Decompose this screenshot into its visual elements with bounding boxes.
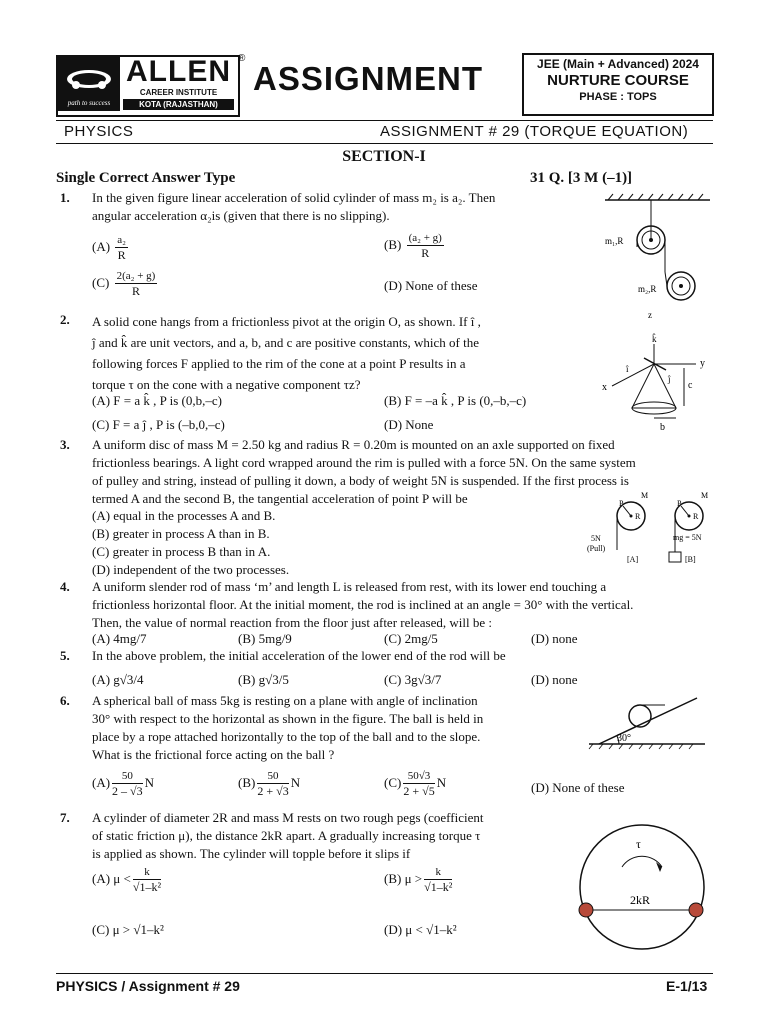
incline-figure	[585, 694, 710, 750]
numerator: k	[424, 866, 452, 880]
option-a[interactable]: (A) equal in the processes A and B.	[92, 508, 276, 523]
question-text	[92, 189, 552, 225]
svg-text:î: î	[626, 364, 629, 374]
option-label: (B)	[238, 774, 256, 790]
option-d[interactable]: (D) none	[531, 672, 578, 687]
question-line: A spherical ball of mass 5kg is resting on a plane with angle of inclination	[92, 693, 478, 708]
question-line: following forces F applied to the rim of the cone at a point P results in a	[92, 356, 466, 371]
svg-text:M: M	[701, 491, 709, 500]
question-number: 2.	[60, 312, 70, 327]
question-text	[92, 692, 562, 764]
course-box	[522, 53, 714, 116]
cone-figure	[596, 306, 716, 434]
option-a[interactable]	[92, 866, 163, 894]
denominator: √1–k²	[424, 880, 453, 894]
answer-type: Single Correct Answer Type	[56, 170, 236, 186]
question-line: ĵ and k̂ are unit vectors, and a, b, and c are positive constants, which of the	[92, 335, 479, 350]
question-number: 1.	[60, 190, 70, 205]
car-logo-icon	[58, 57, 120, 111]
footer-title: PHYSICS / Assignment # 29	[56, 978, 240, 994]
institute-location: KOTA (RAJASTHAN)	[123, 99, 234, 110]
option-c[interactable]	[384, 770, 446, 798]
option-label: (B)	[384, 236, 402, 252]
divider	[56, 143, 713, 144]
fraction	[424, 866, 452, 894]
options	[92, 507, 289, 579]
question-line: of static friction μ), the distance 2kR apart. A gradually increasing torque τ	[92, 828, 481, 843]
svg-text:R: R	[693, 512, 699, 521]
svg-text:5N: 5N	[591, 534, 601, 543]
denominator: R	[117, 248, 126, 262]
fraction	[115, 234, 128, 262]
option-d[interactable]: (D) None	[384, 417, 434, 432]
svg-text:c: c	[688, 380, 693, 391]
option-b[interactable]: (B) greater in process A than in B.	[92, 526, 270, 541]
denominator: R	[421, 246, 430, 260]
pulley-figure	[600, 192, 712, 304]
expression: g√3/5	[258, 672, 289, 687]
divider	[56, 973, 713, 974]
numerator: 50√3	[403, 770, 434, 784]
fraction	[133, 866, 161, 894]
institute-name: CAREER INSTITUTE	[139, 88, 218, 97]
question-line: torque τ on the cone with a negative component τz?	[92, 377, 361, 392]
numerator: (a₂ + g)	[408, 232, 442, 244]
option-c[interactable]: (C) F = a ĵ , P is (–b,0,–c)	[92, 417, 225, 432]
option-c[interactable]	[384, 672, 441, 688]
denominator: 2 + √5	[403, 784, 435, 798]
question-number: 5.	[60, 648, 70, 663]
denominator: 2 – √3	[112, 784, 143, 798]
svg-text:mg = 5N: mg = 5N	[673, 533, 702, 542]
brand-name: ALLEN	[126, 55, 231, 88]
option-label: (A)	[92, 238, 111, 254]
course-name: NURTURE COURSE	[547, 72, 689, 89]
question-line: Then, the value of normal reaction from the floor just after released, will be :	[92, 615, 492, 630]
question-text	[92, 311, 557, 395]
question-line: A uniform slender rod of mass ‘m’ and length L is released from rest, with its lower end touching a	[92, 579, 607, 594]
denominator: 2 + √3	[257, 784, 289, 798]
assignment-number: ASSIGNMENT # 29 (TORQUE EQUATION)	[380, 123, 689, 140]
option-label: (A) μ <	[92, 870, 131, 886]
question-line: A solid cone hangs from a frictionless pivot at the origin O, as shown. If î ,	[92, 314, 481, 329]
question-number: 4.	[60, 579, 70, 594]
question-text	[92, 578, 717, 632]
svg-text:M: M	[641, 491, 649, 500]
question-line: frictionless bearings. A light cord wrapped around the rim is pulled with a force 5N. On the same system	[92, 455, 636, 470]
option-c[interactable]: (C) 2mg/5	[384, 631, 438, 646]
numerator: 50	[112, 770, 143, 784]
fraction	[115, 270, 158, 298]
option-d[interactable]: (D) independent of the two processes.	[92, 562, 290, 577]
question-number: 7.	[60, 810, 70, 825]
option-c[interactable]: (C) μ > √1–k²	[92, 922, 164, 937]
svg-text:x: x	[602, 382, 607, 393]
denominator: R	[131, 284, 140, 298]
option-a[interactable]	[92, 770, 154, 798]
question-line: In the given figure linear acceleration of solid cylinder of mass m₂ is a₂. Then	[92, 190, 496, 205]
mass-label: m₁,R	[605, 236, 624, 246]
option-label: (C)	[384, 774, 402, 790]
mass-label: m₂,R	[638, 284, 657, 294]
numerator: k	[133, 866, 161, 880]
cylinder-figure	[574, 812, 714, 962]
question-line: termed A and the second B, the tangential acceleration of point P will be	[92, 491, 468, 506]
unit: N	[436, 774, 447, 790]
svg-text:[A]: [A]	[627, 555, 639, 564]
disc-figure	[585, 488, 715, 568]
svg-text:[B]: [B]	[685, 555, 696, 564]
question-line: frictionless horizontal floor. At the initial moment, the rod is inclined at an angle = 30° with the vertical.	[92, 597, 634, 612]
option-d[interactable]: (D) None of these	[384, 278, 478, 293]
tagline: path to success	[67, 99, 111, 107]
svg-text:30°: 30°	[617, 733, 631, 744]
phase-name: PHASE : TOPS	[579, 91, 657, 103]
section-title: SECTION-I	[342, 148, 426, 165]
svg-text:ĵ: ĵ	[668, 374, 671, 384]
numerator: 50	[257, 770, 288, 784]
option-a[interactable]	[92, 234, 130, 262]
fraction	[403, 770, 434, 798]
unit: N	[144, 774, 155, 790]
fraction	[112, 770, 143, 798]
subject: PHYSICS	[64, 123, 134, 140]
page-title: ASSIGNMENT	[253, 60, 484, 97]
option-d[interactable]: (D) μ < √1–k²	[384, 922, 457, 937]
option-label: (A)	[92, 672, 111, 687]
denominator: √1–k²	[132, 880, 162, 894]
svg-text:R: R	[635, 512, 641, 521]
svg-text:2kR: 2kR	[630, 893, 651, 907]
option-label: (B) μ >	[384, 870, 423, 886]
numerator: a₂	[117, 234, 127, 246]
expression: 3g√3/7	[404, 672, 442, 687]
option-label: (C)	[92, 274, 110, 290]
registered-mark: ®	[238, 53, 246, 64]
svg-text:P: P	[677, 499, 682, 508]
option-a[interactable]: (A) 4mg/7	[92, 631, 147, 646]
option-label: (C)	[384, 672, 402, 687]
svg-text:P: P	[619, 499, 624, 508]
question-count: 31 Q. [3 M (–1)]	[530, 170, 633, 186]
question-number: 3.	[60, 437, 70, 452]
question-number: 6.	[60, 693, 70, 708]
option-d[interactable]: (D) none	[531, 631, 578, 646]
option-c[interactable]: (C) greater in process B than in A.	[92, 544, 271, 559]
option-b[interactable]	[384, 232, 446, 260]
question-line: place by a rope attached horizontally to the top of the ball and to the slope.	[92, 729, 481, 744]
question-text: In the above problem, the initial acceleration of the lower end of the rod will be	[92, 648, 506, 663]
question-line: 30° with respect to the horizontal as shown in the figure. The ball is held in	[92, 711, 484, 726]
option-b[interactable]	[238, 770, 300, 798]
logo-emblem	[58, 57, 120, 111]
question-text	[92, 809, 562, 863]
question-line: A uniform disc of mass M = 2.50 kg and radius R = 0.20m is mounted on an axle supported on fixed	[92, 437, 615, 452]
svg-text:τ: τ	[636, 837, 641, 851]
option-a[interactable]	[92, 672, 144, 688]
option-c[interactable]	[92, 270, 159, 298]
option-a[interactable]: (A) F = a k̂ , P is (0,b,–c)	[92, 393, 222, 408]
page-number: E-1/13	[666, 978, 708, 994]
fraction	[257, 770, 288, 798]
question-line: angular acceleration α₂is (given that there is no slipping).	[92, 208, 390, 223]
question-line: A cylinder of diameter 2R and mass M rests on two rough pegs (coefficient	[92, 810, 484, 825]
option-b[interactable]: (B) F = –a k̂ , P is (0,–b,–c)	[384, 393, 527, 408]
question-line: is applied as shown. The cylinder will topple before it slips if	[92, 846, 411, 861]
svg-text:b: b	[660, 422, 665, 433]
option-d[interactable]: (D) None of these	[531, 780, 625, 795]
fraction	[407, 232, 444, 260]
numerator: 2(a₂ + g)	[116, 270, 156, 282]
expression: g√3/4	[113, 672, 144, 687]
option-b[interactable]	[384, 866, 454, 894]
option-label: (B)	[238, 672, 256, 687]
question-line: of pulley and string, instead of pulling it down, a body of weight 5N is suspended. If the first process is	[92, 473, 629, 488]
option-b[interactable]: (B) 5mg/9	[238, 631, 292, 646]
svg-text:y: y	[700, 358, 705, 369]
svg-text:z: z	[648, 310, 652, 320]
unit: N	[290, 774, 301, 790]
svg-text:(Pull): (Pull)	[587, 544, 606, 553]
divider	[56, 120, 713, 121]
question-line: What is the frictional force acting on the ball ?	[92, 747, 335, 762]
option-b[interactable]	[238, 672, 289, 688]
svg-text:k̂: k̂	[652, 334, 657, 344]
option-label: (A)	[92, 774, 111, 790]
exam-name: JEE (Main + Advanced) 2024	[537, 57, 699, 71]
